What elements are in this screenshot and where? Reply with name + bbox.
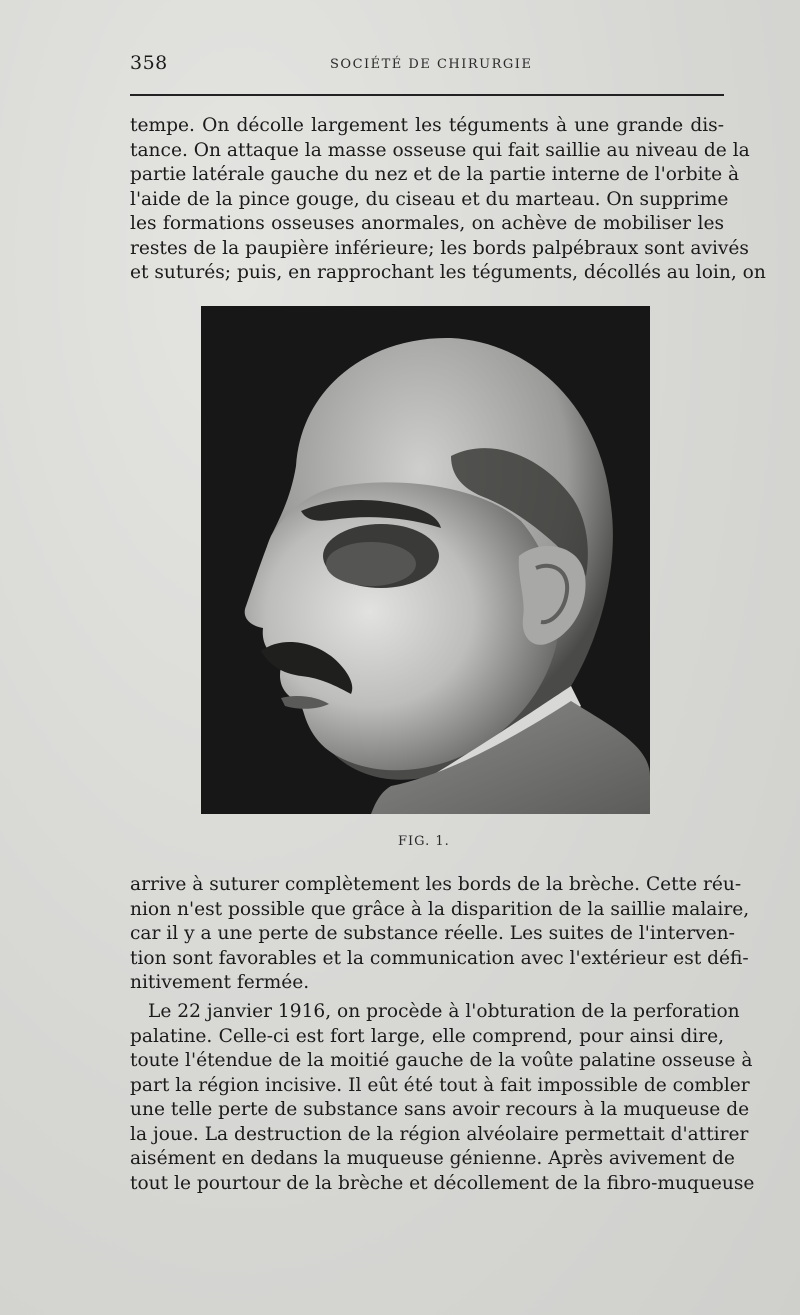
paragraph-last — [130, 1000, 755, 1196]
text-line: part la région incisive. Il eût été tout à fait impossible de combler — [130, 1074, 750, 1096]
text-line: la joue. La destruction de la région alvéolaire permettait d'attirer — [130, 1123, 749, 1145]
figure-caption: FIG. 1. — [398, 834, 450, 849]
text-line: arrive à suturer complètement les bords de la brèche. Cette réu- — [130, 874, 742, 895]
text-line: car il y a une perte de substance réelle. Les suites de l'interven- — [130, 923, 735, 944]
text-line: tempe. On décolle largement les téguments à une grande dis- — [130, 115, 724, 136]
text-line: palatine. Celle-ci est fort large, elle comprend, pour ainsi dire, — [130, 1025, 724, 1047]
text-line: nitivement fermée. — [130, 972, 310, 993]
page-number: 358 — [130, 52, 168, 74]
text-line: tance. On attaque la masse osseuse qui fait saillie au niveau de la — [130, 139, 750, 161]
portrait-photo — [201, 306, 650, 814]
text-line: et suturés; puis, en rapprochant les téguments, décollés au loin, on — [130, 262, 766, 283]
paragraph-top — [130, 114, 766, 286]
text-line: tion sont favorables et la communication avec l'extérieur est défi- — [130, 947, 749, 969]
text-line: l'aide de la pince gouge, du ciseau et du marteau. On supprime — [130, 188, 729, 210]
header-rule — [130, 94, 724, 96]
page-header — [130, 52, 724, 80]
text-line: Le 22 janvier 1916, on procède à l'obturation de la perforation — [148, 1001, 740, 1022]
paragraph-after-figure — [130, 873, 750, 996]
text-line: une telle perte de substance sans avoir recours à la muqueuse de — [130, 1099, 750, 1120]
text-line: tout le pourtour de la brèche et décollement de la fibro-muqueuse — [130, 1172, 755, 1194]
text-line: restes de la paupière inférieure; les bords palpébraux sont avivés — [130, 237, 749, 259]
text-line: les formations osseuses anormales, on achève de mobiliser les — [130, 213, 724, 234]
text-line: partie latérale gauche du nez et de la partie interne de l'orbite à — [130, 164, 740, 185]
text-line: aisément en dedans la muqueuse génienne. Après avivement de — [130, 1148, 735, 1169]
figure-photograph — [201, 306, 650, 814]
text-line: toute l'étendue de la moitié gauche de la voûte palatine osseuse à — [130, 1050, 753, 1071]
running-head: SOCIÉTÉ DE CHIRURGIE — [330, 57, 533, 72]
text-line: nion n'est possible que grâce à la disparition de la saillie malaire, — [130, 898, 750, 920]
